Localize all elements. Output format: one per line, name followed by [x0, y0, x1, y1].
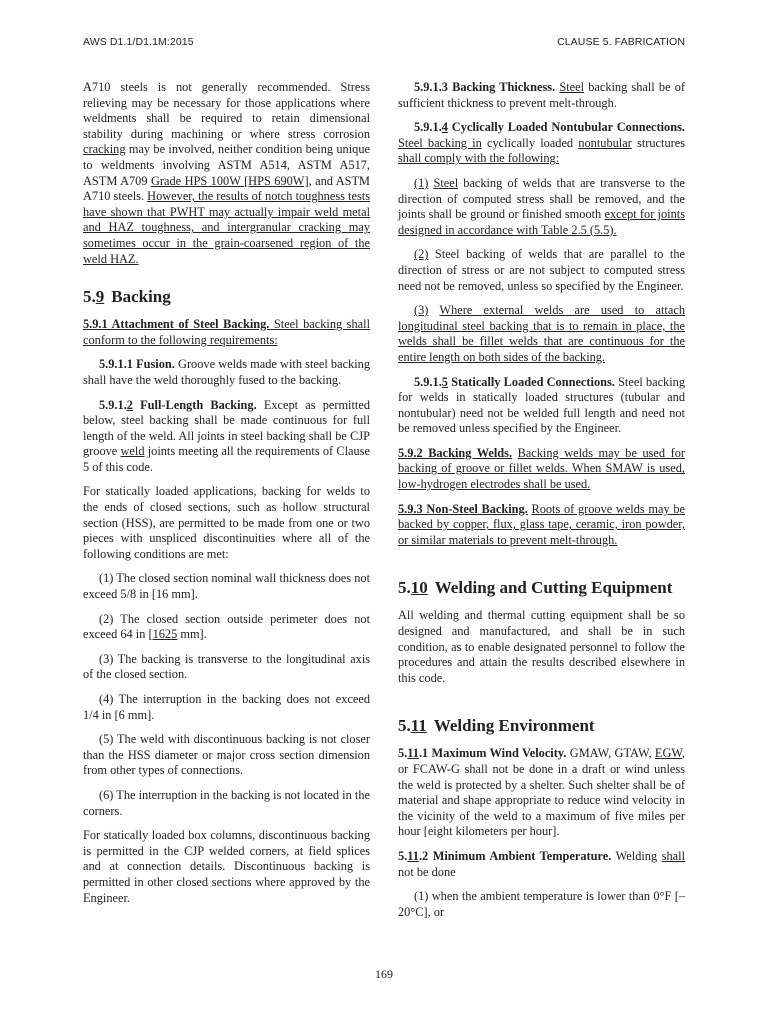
requirement-3: (3) Where external welds are used to attach longitudinal steel backing that is to remain in place, the welds shall be fillet welds that are continuous for the entire length on both sides of the backing. — [398, 303, 685, 364]
page-number: 169 — [375, 967, 393, 981]
section-heading-5-10: 5.10 Welding and Cutting Equipment — [398, 578, 673, 598]
subsection-5-9-1-1: 5.9.1.1 Fusion. Groove welds made with steel backing shall have the weld thoroughly fused to the backing. — [83, 357, 370, 387]
requirement-2: (2) Steel backing of welds that are parallel to the direction of stress or are not subject to computed stress need not be removed, unless so specified by the Engineer. — [398, 247, 685, 293]
paragraph-stress-relieving: A710 steels is not generally recommended. Stress relieving may be necessary for those applications where weldments shall be required to retain dimensional stability during machining or where stress corrosion cracking may be involved, neither condition being unique to weldments involving ASTM A514, ASTM A517, ASTM A709 Grade HPS 100W [HPS 690W], and ASTM A710 steels. However, the results of notch toughness tests have shown that PWHT may actually impair weld metal and HAZ toughness, and intergranular cracking may sometimes occur in the grain-coarsened region of the weld HAZ. — [83, 80, 370, 266]
subsection-5-11-1: 5.11.1 Maximum Wind Velocity. GMAW, GTAW, EGW, or FCAW-G shall not be done in a draft or wind unless the weld is protected by a shelter. Such shelter shall be of material and shape appropriate to reduce wind velocity in the vicinity of the weld to a maximum of five miles per hour [eight kilometers per hour]. — [398, 746, 685, 839]
condition-3: (3) The backing is transverse to the longitudinal axis of the closed section. — [83, 651, 370, 682]
temperature-condition-1: (1) when the ambient temperature is lower than 0°F [–20°C], or — [398, 889, 685, 919]
paragraph-welding-equipment: All welding and thermal cutting equipment shall be so designed and manufactured, and shall be in such condition, as to enable designated personnel to follow the procedures and attain the results described elsewhere in this code. — [398, 608, 685, 685]
condition-4: (4) The interruption in the backing does not exceed 1/4 in [6 mm]. — [83, 692, 370, 722]
subsection-5-9-2: 5.9.2 Backing Welds. Backing welds may be used for backing of groove or fillet welds. When SMAW is used, low-hydrogen electrodes shall be used. — [398, 445, 685, 492]
section-heading-5-11: 5.11 Welding Environment — [398, 716, 595, 736]
requirement-1: (1) Steel backing of welds that are transverse to the direction of computed stress shall be removed, and the joints shall be ground or finished smooth except for joints designed in accordance with Table 2.5 (5.5). — [398, 175, 686, 237]
subsection-5-11-2: 5.11.2 Minimum Ambient Temperature. Welding shall not be done — [398, 848, 686, 879]
subsection-5-9-1-2: 5.9.1.2 Full-Length Backing. Except as permitted below, steel backing shall be made continuous for full length of the weld. All joints in steel backing shall be CJP groove weld joints meeting all the requirements of Clause 5 of this code. — [83, 397, 370, 474]
condition-5: (5) The weld with discontinuous backing is not closer than the HSS diameter or major cross section dimension from other types of connections. — [83, 732, 370, 778]
running-header-clause: CLAUSE 5. FABRICATION — [557, 36, 685, 48]
paragraph-box-columns: For statically loaded box columns, discontinuous backing is permitted in the CJP welded corners, at field splices and at connection details. Discontinuous backing is permitted in other closed sections where approved by the Engineer. — [83, 828, 370, 905]
running-header-standard: AWS D1.1/D1.1M:2015 — [83, 36, 194, 48]
subsection-5-9-1-3: 5.9.1.3 Backing Thickness. Steel backing shall be of sufficient thickness to prevent melt-through. — [398, 80, 685, 110]
paragraph-statically-loaded: For statically loaded applications, backing for welds to the ends of closed sections, such as hollow structural section (HSS), are permitted to be made from one or two pieces with unspliced discontinuities where all of the following conditions are met: — [83, 484, 370, 561]
condition-1: (1) The closed section nominal wall thickness does not exceed 5/8 in [16 mm]. — [83, 571, 370, 602]
section-heading-5-9: 5.9 Backing — [83, 287, 171, 307]
subsection-5-9-1-5: 5.9.1.5 Statically Loaded Connections. Steel backing for welds in statically loaded structures (tubular and nontubular) need not be welded full length and need not be removed unless specified by the Engineer. — [398, 374, 685, 436]
right-column — [398, 80, 685, 929]
subsection-5-9-1: 5.9.1 Attachment of Steel Backing. Steel backing shall conform to the following requirements: — [83, 317, 370, 347]
left-column — [83, 80, 370, 915]
subsection-5-9-1-4: 5.9.1.4 Cyclically Loaded Nontubular Connections. Steel backing in cyclically loaded nontubular structures shall comply with the following: — [398, 120, 686, 166]
condition-2: (2) The closed section outside perimeter does not exceed 64 in [1625 mm]. — [83, 611, 370, 642]
condition-6: (6) The interruption in the backing is not located in the corners. — [83, 787, 370, 818]
subsection-5-9-3: 5.9.3 Non-Steel Backing. Roots of groove welds may be backed by copper, flux, glass tape, ceramic, iron powder, or similar materials to prevent melt-through. — [398, 501, 685, 547]
